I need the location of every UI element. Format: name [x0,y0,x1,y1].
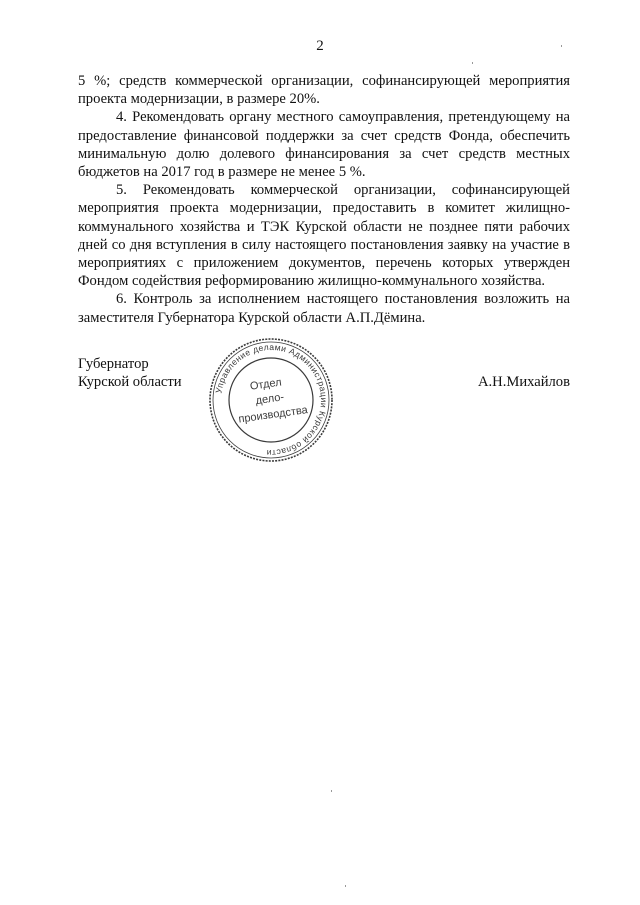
scan-speck [345,885,346,887]
office-stamp [206,335,336,465]
scan-speck [331,790,332,792]
signature-block [78,341,570,459]
paragraph-item-6: 6. Контроль за исполнением настоящего постановления возложить на заместителя Губернатора Курской области А.П.Дёмина. [78,291,570,326]
stamp-ring-text: Управление делами Администрации Курской области [213,341,330,459]
paragraph-item-5: 5. Рекомендовать коммерческой организации, софинансирующей мероприятия проекта модернизации, предоставить в комитет жилищно-коммунального хозяйства и ТЭК Курской области не позднее пяти рабочих дней со дня вступления в силу настоящего постановления заявку на участие в мероприятиях с приложением документов, перечень которых утвержден Фондом содействия реформированию жилищно-коммунального хозяйства. [78,182,570,290]
signer-position [78,355,182,391]
scan-speck [561,45,562,47]
stamp-center-line3: производства [237,404,309,426]
signer-name: А.Н.Михайлов [477,374,570,390]
stamp-center-line2: дело- [254,391,285,408]
document-body [78,72,570,327]
stamp-seal [206,335,336,465]
signer-position-line2: Курской области [78,374,182,391]
paragraph-item-4: 4. Рекомендовать органу местного самоуправления, претендующему на предоставление финансовой поддержки за счет средств Фонда, обеспечить минимальную долю долевого финансирования за счет средств местных бюджетов на 2017 год в размере не менее 5 %. [78,109,570,181]
page-number: 2 [316,38,324,54]
scan-speck [472,62,473,64]
paragraph-continuation: 5 %; средств коммерческой организации, софинансирующей мероприятия проекта модернизации, в размере 20%. [78,73,570,108]
signer-position-line1: Губернатор [78,356,149,372]
stamp-center-line1: Отдел [249,376,283,393]
